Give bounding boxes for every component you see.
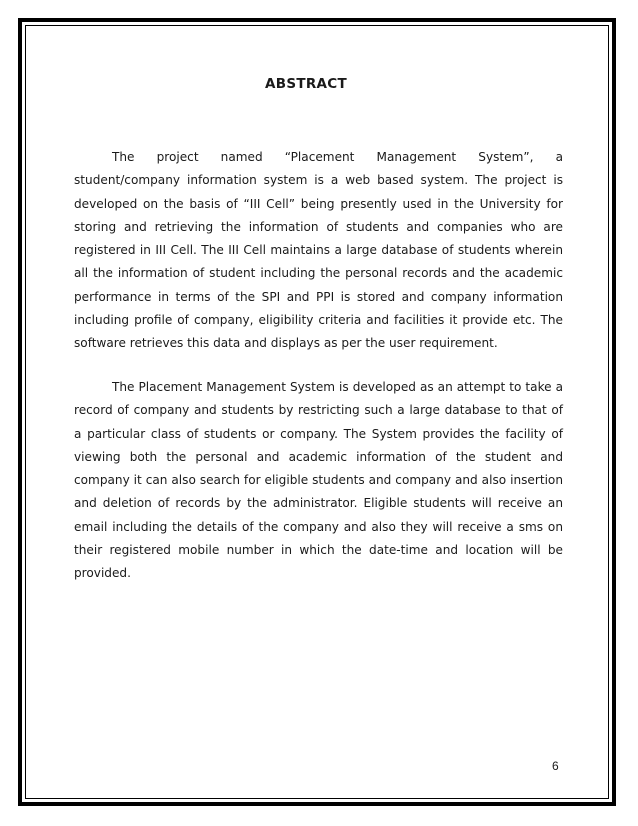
- page-number: 6: [552, 759, 559, 773]
- abstract-paragraph-1: The project named “Placement Management System”, a student/company information system is a web based system. The project is developed on the basis of “III Cell” being presently used in the University for storing and retrieving the information of students and companies who are registered in III Cell. The III Cell maintains a large database of students wherein all the information of student including the personal records and the academic performance in terms of the SPI and PPI is stored and company information including profile of company, eligibility criteria and facilities it provide etc. The software retrieves this data and displays as per the user requirement.: [74, 150, 563, 351]
- page-title: ABSTRACT: [264, 76, 348, 92]
- abstract-paragraph-2: The Placement Management System is developed as an attempt to take a record of company and students by restricting such a large database to that of a particular class of students or company. The System provides the facility of viewing both the personal and academic information of the student and company it can also search for eligible students and company and also insertion and deletion of records by the administrator. Eligible students will receive an email including the details of the company and also they will receive a sms on their registered mobile number in which the date-time and location will be provided.: [74, 380, 563, 581]
